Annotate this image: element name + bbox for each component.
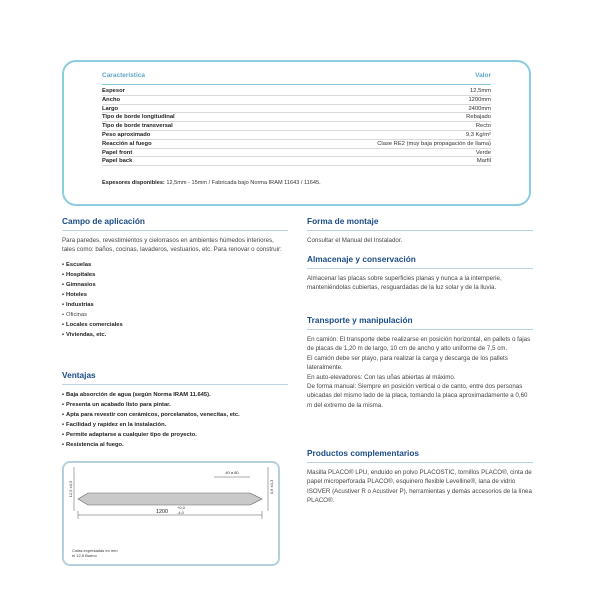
spec-row <box>102 113 491 122</box>
spec-value: Rebajado <box>466 114 491 121</box>
spec-label: Espesor <box>102 88 125 94</box>
spec-label: Papel back <box>102 158 133 165</box>
spec-value: Recto <box>475 123 491 130</box>
spec-table-header <box>102 72 491 84</box>
spec-row <box>102 131 491 140</box>
spec-value: 12,5mm <box>470 88 491 94</box>
list-item: • Baja absorción de agua (según Norma IRAM 11.645). <box>62 390 288 400</box>
spec-value: Marfil <box>476 158 491 165</box>
transporte-line: En camión: El transporte debe realizarse en posición horizontal, en pallets o fajas de placas de 1,20 m de largo, 10 cm de ancho y alto uniforme de 7,5 cm. <box>307 336 531 353</box>
transporte-section <box>307 315 533 410</box>
campo-text: Para paredes, revestimientos y cielorrasos en ambientes húmedos interiores, tales como: baños, cocinas, lavaderos, vestuarios, etc. Para renovar o construir: <box>62 237 282 254</box>
note-text: 12,5mm - 15mm / Fabricada bajo Norma IRAM 11643 / 11645. <box>164 180 321 186</box>
board-shape <box>78 493 262 505</box>
spec-label: Largo <box>102 105 119 112</box>
width-label: 1200 <box>156 509 168 515</box>
spec-value: 1200mm <box>468 96 491 103</box>
spec-label: Reacción al fuego <box>102 140 152 147</box>
forma-title: Forma de montaje <box>307 216 533 231</box>
transporte-line: De forma manual: Siempre en posición vertical o de canto, entre dos personas ubicadas del mismo lado de la placa, tomando la placa aproximadamente a 0,60 m del extremo de la misma. <box>307 383 528 409</box>
note-label: Espesores disponibles: <box>102 180 165 186</box>
almacenaje-text: Almacenar las placas sobre superficies planas y nunca a la intemperie, manteniéndolas cubiertas, resguardadas de la luz solar y de la lluvia. <box>307 275 502 292</box>
transporte-line: El camión debe ser playo, para realizar la carga y descarga de los pallets lateralmente. <box>307 354 508 372</box>
spec-row <box>102 157 491 166</box>
list-item: • Resistencia al fuego. <box>62 440 288 450</box>
productos-section <box>307 448 533 506</box>
list-item: • Hospitales <box>62 270 288 280</box>
ventajas-title: Ventajas <box>62 370 288 385</box>
spec-value: Verde <box>475 149 491 156</box>
spec-row <box>102 149 491 158</box>
list-item: • Escuelas <box>62 260 288 270</box>
spec-value: 9,3 Kg/m² <box>465 131 491 138</box>
spec-row <box>102 105 491 114</box>
header-characteristic: Característica <box>102 72 145 79</box>
spec-label: Tipo de borde transversal <box>102 123 173 130</box>
spec-rows <box>102 87 491 166</box>
spec-label: Peso aproximado <box>102 131 151 138</box>
list-item: • Locales comerciales <box>62 320 288 330</box>
list-item: • Apta para revestir con cerámicos, porcelanatos, venecitas, etc. <box>62 410 288 420</box>
ventajas-list <box>62 390 288 450</box>
list-item: • Industrias <box>62 300 288 310</box>
list-item: • Gimnasios <box>62 280 288 290</box>
almacenaje-section <box>307 254 533 293</box>
list-item: • Hoteles <box>62 290 288 300</box>
forma-section <box>307 216 533 245</box>
caption-line: Cotas expresadas en mm <box>72 548 118 553</box>
list-item: • Facilidad y rapidez en la instalación. <box>62 420 288 430</box>
ventajas-section <box>62 370 288 450</box>
left-thickness-label: 12,5 ±0,5 <box>68 480 73 498</box>
edge-width-label: 40 a 80 <box>225 470 239 475</box>
campo-title: Campo de aplicación <box>62 216 288 231</box>
divider <box>102 84 491 85</box>
almacenaje-title: Almacenaje y conservación <box>307 254 533 269</box>
list-item: • Viviendas, etc. <box>62 330 288 340</box>
campo-list <box>62 260 288 340</box>
transporte-line: En auto-elevadores: Con las uñas abiertas al máximo. <box>307 373 456 381</box>
right-taper-label: 0,6 ±0,3 <box>269 479 274 495</box>
width-tolerance-plus: +0,0 <box>177 505 185 510</box>
caption-line: el 12,5 Bueno <box>72 553 97 558</box>
forma-text: Consultar el Manual del Instalador. <box>307 237 403 244</box>
spec-value: 2400mm <box>468 105 491 112</box>
spec-row <box>102 140 491 149</box>
available-thickness-note <box>102 180 499 186</box>
spec-label: Ancho <box>102 96 121 103</box>
campo-section <box>62 216 288 340</box>
list-item: • Presenta un acabado listo para pintar. <box>62 400 288 410</box>
transporte-title: Transporte y manipulación <box>307 315 533 330</box>
spec-value: Clase RE2 (muy baja propagación de llama) <box>377 140 491 147</box>
spec-label: Tipo de borde longitudinal <box>102 114 175 121</box>
spec-row <box>102 87 491 96</box>
profile-svg <box>64 463 278 564</box>
list-item: • Oficinas <box>62 310 288 320</box>
productos-title: Productos complementarios <box>307 448 533 463</box>
list-item: • Permite adaptarse a cualquier tipo de proyecto. <box>62 430 288 440</box>
spec-row <box>102 122 491 131</box>
width-tolerance-minus: -4,0 <box>177 510 184 515</box>
spec-table-card <box>62 60 531 206</box>
board-profile-drawing <box>62 461 280 566</box>
spec-row <box>102 96 491 105</box>
spec-label: Papel front <box>102 149 133 156</box>
productos-text: Masilla PLACO® LPU, enduido en polvo PLACOSTIC, tornillos PLACO®, cinta de papel microperforada PLACO®, esquinero flexible Levelline®, lana de vidrio ISOVER (Acustiver R o Acustiver P), herramientas y demás accesorios de la línea PLACO®. <box>307 469 532 505</box>
header-value: Valor <box>475 72 491 79</box>
